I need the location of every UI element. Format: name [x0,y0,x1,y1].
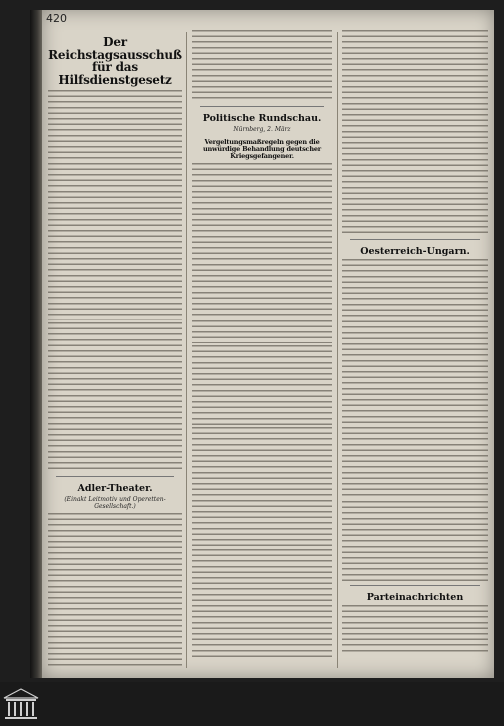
column-1 [48,30,182,670]
separator [350,585,480,586]
separator [56,476,174,477]
article-body [48,90,182,320]
newspaper-page [42,10,494,678]
column-3 [342,30,488,670]
section-headline: Parteinachrichten [366,592,464,603]
separator [200,106,324,107]
article-body [342,501,488,581]
section-headline: Politische Rundschau. [202,113,322,124]
headline-line: Der Reichstagsausschuß für das [48,35,182,75]
column-2 [192,30,332,670]
section-headline: Oesterreich-Ungarn. [360,246,470,257]
scan-footer [0,682,504,726]
article-body [342,259,488,499]
theatre-headline: Adler-Theater. [77,483,153,495]
article-body [192,549,332,659]
theatre-subheadline: (Einakt Leitmotiv und Operetten-Gesellschaft.) [64,496,166,511]
article-body [192,427,332,547]
article-body [192,163,332,343]
article-body [192,30,332,102]
article-headline [48,36,182,86]
headline-line: Hilfsdienstgesetz [58,72,172,87]
lead-headline: Vergeltungsmaßregeln gegen die unwürdige Behandlung deutscher Kriegsgefangener. [202,138,322,160]
dateline: Nürnberg, 2. März [233,126,291,133]
library-building-icon [2,686,40,722]
article-body [48,322,182,472]
separator [350,239,480,240]
theatre-body [48,513,182,670]
page-number: 420 [46,12,67,25]
column-divider [186,32,187,668]
article-body [342,605,488,655]
column-divider [337,32,338,668]
article-body [342,30,488,235]
article-body [192,345,332,425]
book-spine [30,10,42,678]
